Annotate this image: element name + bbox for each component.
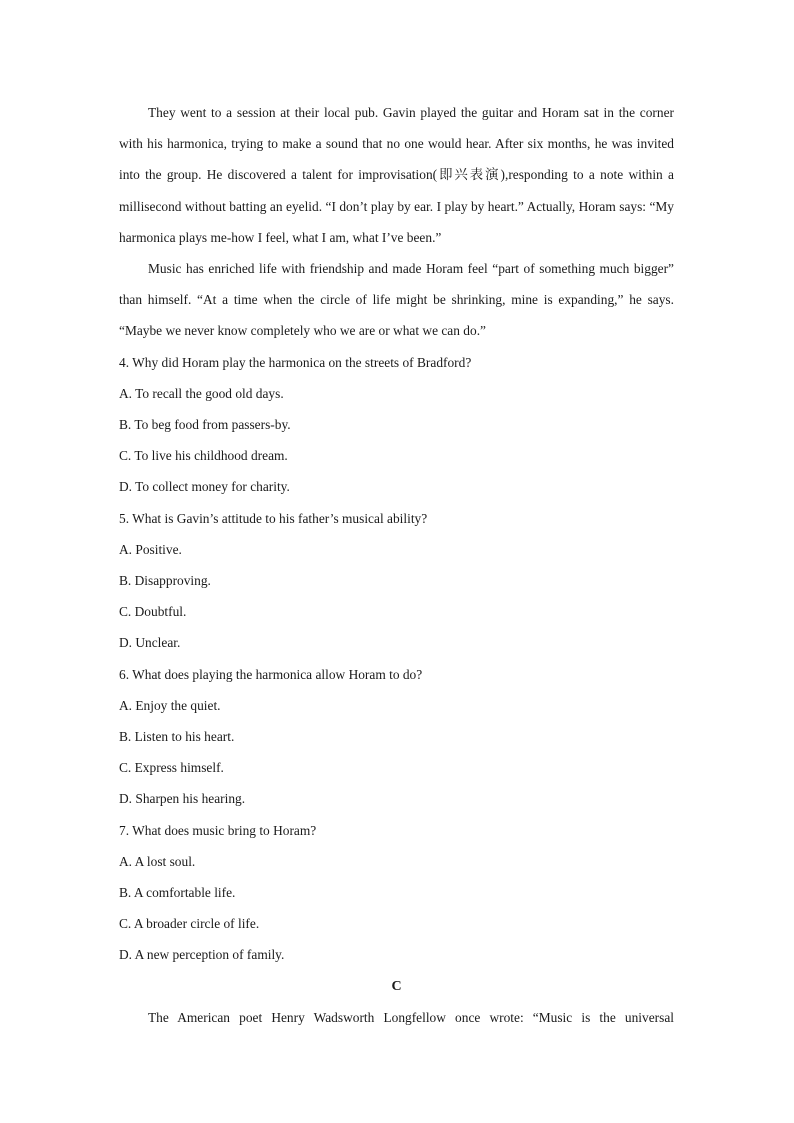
option-a: A. To recall the good old days. — [119, 385, 284, 401]
question-7 — [119, 815, 674, 971]
section-c-first-line: The American poet Henry Wadsworth Longfellow once wrote: “Music is the universal — [148, 1009, 674, 1025]
option-b: B. To beg food from passers-by. — [119, 417, 291, 433]
question-stem: 5. What is Gavin’s attitude to his father’s musical ability? — [119, 510, 428, 526]
option-c: C. To live his childhood dream. — [119, 448, 288, 464]
document-page — [119, 97, 674, 1033]
option-c: C. Express himself. — [119, 760, 224, 776]
option-b: B. A comfortable life. — [119, 885, 236, 901]
option-a: A. A lost soul. — [119, 853, 196, 869]
option-b: B. Listen to his heart. — [119, 729, 235, 745]
option-d: D. A new perception of family. — [119, 947, 285, 963]
question-stem: 4. Why did Horam play the harmonica on the streets of Bradford? — [119, 354, 472, 370]
option-d: D. To collect money for charity. — [119, 479, 290, 495]
option-b: B. Disapproving. — [119, 573, 211, 589]
passage-paragraph-2: Music has enriched life with friendship and made Horam feel “part of something much bigger” than himself. “At a time when the circle of life might be shrinking, mine is expanding,” he says. “Maybe we never know completely who we are or what we can do.” — [119, 261, 674, 339]
option-a: A. Positive. — [119, 541, 182, 557]
option-c: C. A broader circle of life. — [119, 916, 260, 932]
option-a: A. Enjoy the quiet. — [119, 697, 221, 713]
question-stem: 7. What does music bring to Horam? — [119, 822, 317, 838]
question-4 — [119, 347, 674, 503]
section-heading: C — [391, 978, 402, 994]
option-d: D. Unclear. — [119, 635, 181, 651]
passage-paragraph-1: They went to a session at their local pub. Gavin played the guitar and Horam sat in the corner with his harmonica, trying to make a sound that no one would hear. After six months, he was invited into the group. He discovered a talent for improvisation(即兴表演),responding to a note within a millisecond without batting an eyelid. “I don’t play by ear. I play by heart.” Actually, Horam says: “My harmonica plays me-how I feel, what I am, what I’ve been.” — [119, 105, 674, 245]
question-stem: 6. What does playing the harmonica allow Horam to do? — [119, 666, 423, 682]
option-c: C. Doubtful. — [119, 604, 187, 620]
question-5 — [119, 503, 674, 659]
question-6 — [119, 659, 674, 815]
option-d: D. Sharpen his hearing. — [119, 791, 246, 807]
